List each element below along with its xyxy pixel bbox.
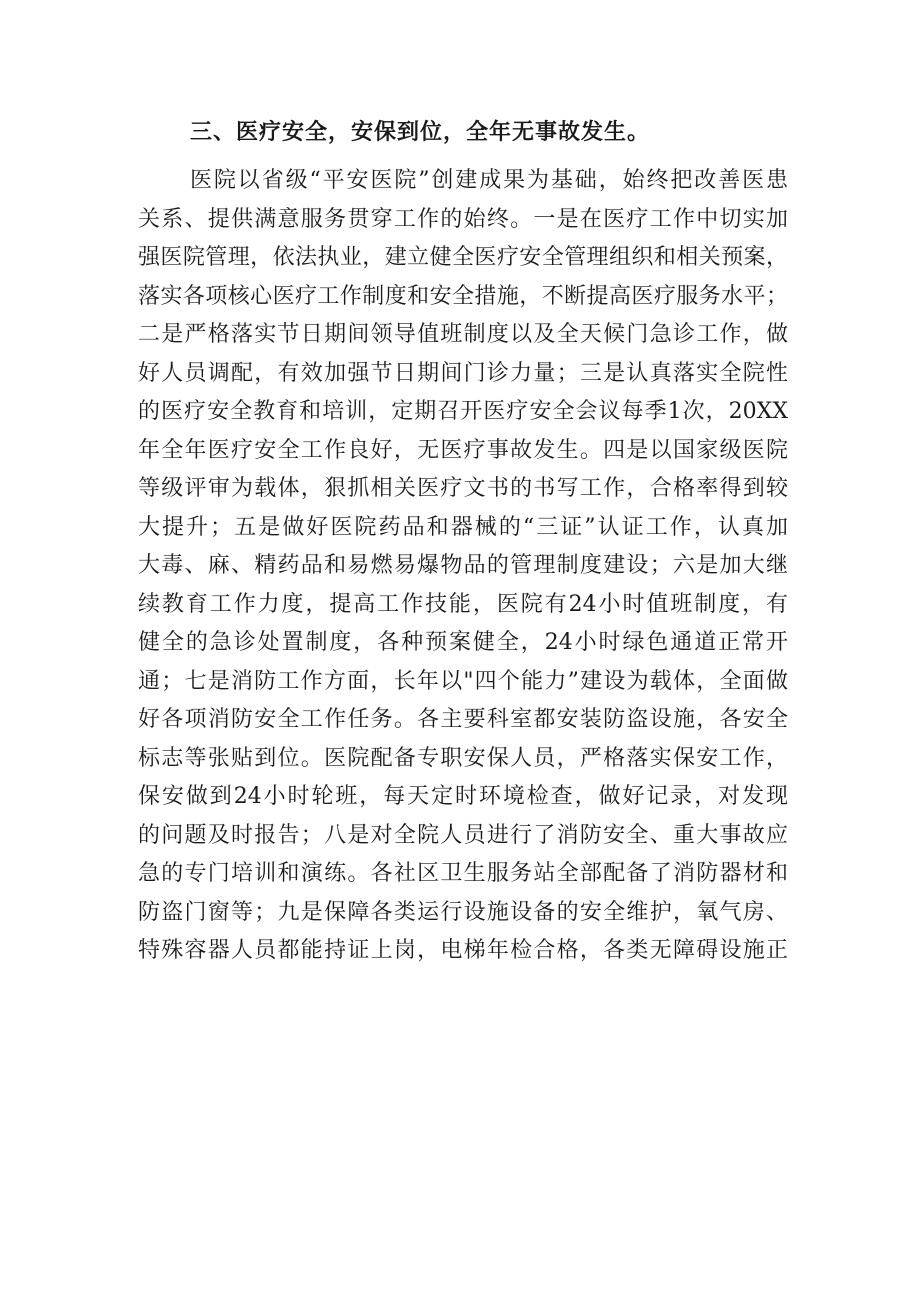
paragraph-line: 年全年医疗安全工作良好，无医疗事故发生。四是以国家级医院	[138, 437, 788, 463]
document-content	[138, 114, 788, 971]
paragraph-line: 好各项消防安全工作任务。各主要科室都安装防盗设施，各安全	[138, 707, 788, 732]
paragraph-line: 强医院管理，依法执业，建立健全医疗安全管理组织和相关预案，	[138, 245, 788, 270]
paragraph-line: 急的专门培训和演练。各社区卫生服务站全部配备了消防器材和	[138, 861, 788, 886]
paragraph-line: 防盗门窗等；九是保障各类运行设施设备的安全维护，氧气房、	[138, 899, 788, 925]
paragraph-line: 的医疗安全教育和培训，定期召开医疗安全会议每季1次，20XX	[138, 399, 788, 424]
paragraph-line: 落实各项核心医疗工作制度和安全措施，不断提高医疗服务水平；	[138, 283, 788, 309]
paragraph-line: 医院以省级“平安医院”创建成果为基础，始终把改善医患	[190, 168, 788, 193]
paragraph-line: 健全的急诊处置制度，各种预案健全，24小时绿色通道正常开	[138, 630, 788, 655]
paragraph-line: 的问题及时报告；八是对全院人员进行了消防安全、重大事故应	[138, 822, 788, 848]
section-heading: 三、医疗安全，安保到位，全年无事故发生。	[190, 120, 651, 145]
paragraph-line: 大提升；五是做好医院药品和器械的“三证”认证工作，认真加	[138, 514, 788, 540]
paragraph-line: 特殊容器人员都能持证上岗，电梯年检合格，各类无障碍设施正	[138, 938, 788, 963]
paragraph-line: 等级评审为载体，狠抓相关医疗文书的书写工作，合格率得到较	[138, 476, 788, 501]
paragraph-line: 好人员调配，有效加强节日期间门诊力量；三是认真落实全院性	[138, 360, 788, 386]
paragraph-line: 大毒、麻、精药品和易燃易爆物品的管理制度建设；六是加大继	[138, 553, 788, 578]
body-paragraph	[138, 162, 788, 971]
paragraph-line: 标志等张贴到位。医院配备专职安保人员，严格落实保安工作，	[138, 745, 788, 771]
paragraph-line: 续教育工作力度，提高工作技能，医院有24小时值班制度，有	[138, 591, 788, 617]
paragraph-line: 二是严格落实节日期间领导值班制度以及全天候门急诊工作，做	[138, 322, 788, 347]
paragraph-line: 关系、提供满意服务贯穿工作的始终。一是在医疗工作中切实加	[138, 206, 788, 232]
paragraph-line: 保安做到24小时轮班，每天定时环境检查，做好记录，对发现	[138, 784, 788, 809]
paragraph-line: 通；七是消防工作方面，长年以"四个能力”建设为载体，全面做	[138, 668, 788, 694]
